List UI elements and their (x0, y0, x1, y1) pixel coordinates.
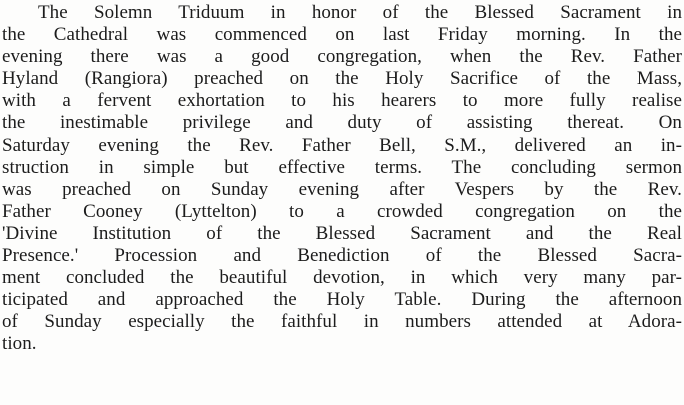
text-line: was preached on Sunday evening after Vespers by the Rev. (2, 178, 682, 200)
text-line: 'Divine Institution of the Blessed Sacrament and the Real (2, 222, 682, 244)
text-line: Father Cooney (Lyttelton) to a crowded congregation on the (2, 200, 682, 222)
text-line: Saturday evening the Rev. Father Bell, S.M., delivered an in- (2, 134, 682, 156)
text-line: ment concluded the beautiful devotion, in which very many par- (2, 267, 682, 289)
text-line: the Cathedral was commenced on last Friday morning. In the (2, 24, 682, 46)
article-paragraph (2, 2, 682, 356)
text-line: with a fervent exhortation to his hearers to more fully realise (2, 90, 682, 112)
text-line: Presence.' Procession and Benediction of the Blessed Sacra- (2, 245, 682, 267)
text-line: of Sunday especially the faithful in numbers attended at Adora- (2, 311, 682, 333)
text-line: tion. (2, 333, 37, 355)
text-line: The Solemn Triduum in honor of the Blessed Sacrament in (38, 2, 682, 23)
text-line: evening there was a good congregation, when the Rev. Father (2, 46, 682, 68)
text-line: the inestimable privilege and duty of assisting thereat. On (2, 112, 682, 134)
text-line: ticipated and approached the Holy Table. During the afternoon (2, 289, 682, 311)
text-line: Hyland (Rangiora) preached on the Holy Sacrifice of the Mass, (2, 68, 682, 90)
text-line: struction in simple but effective terms. The concluding sermon (2, 156, 682, 178)
